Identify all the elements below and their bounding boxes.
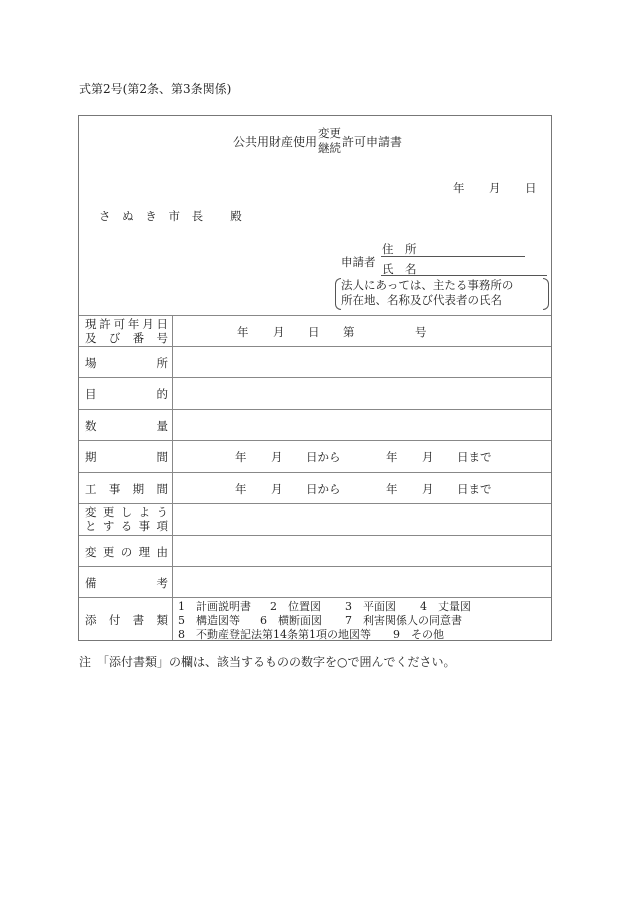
attachment-7: 7 利害関係人の同意書 — [345, 614, 462, 627]
address-label: 住 所 — [382, 242, 417, 256]
attachment-5: 5 構造図等 — [178, 614, 240, 627]
label-change-reason: 変 更 の 理 由 — [85, 545, 168, 559]
attachment-1: 1 計画説明書 — [178, 600, 251, 613]
attachments-list[interactable] — [178, 600, 471, 642]
attachment-6: 6 横断面図 — [260, 614, 322, 627]
date-day-label: 日 — [525, 181, 537, 195]
title-option-continue: 継続 — [318, 141, 342, 155]
label-remarks: 備 考 — [85, 576, 168, 590]
change-reason-field[interactable] — [173, 536, 551, 566]
label-quantity: 数 量 — [85, 419, 168, 433]
corporation-note — [341, 278, 543, 310]
purpose-field[interactable] — [173, 378, 551, 409]
attachment-9: 9 その他 — [393, 628, 444, 641]
label-purpose: 目 的 — [85, 387, 168, 401]
form-number: 式第2号(第2条、第3条関係) — [79, 82, 232, 96]
applicant-label: 申請者 — [341, 255, 376, 269]
label-attachments: 添 付 書 類 — [85, 613, 168, 627]
current-permit-field[interactable]: 年 月 日 第 号 — [237, 325, 427, 339]
label-current-permit: 現 許 可 年 月 日 及 び 番 号 — [85, 317, 168, 345]
label-period: 期 間 — [85, 450, 168, 464]
remarks-field[interactable] — [173, 567, 551, 597]
corporation-note-line1: 法人にあっては、主たる事務所の — [341, 278, 514, 292]
name-label: 氏 名 — [382, 262, 417, 276]
title-prefix: 公共用財産使用 — [233, 134, 318, 149]
label-change-items: 変 更 し よ う と す る 事 項 — [85, 505, 168, 533]
attachment-4: 4 丈量図 — [420, 600, 471, 613]
form-title — [233, 126, 402, 156]
period-field[interactable]: 年 月 日から 年 月 日まで — [235, 450, 492, 464]
attachment-8: 8 不動産登記法第14条第1項の地図等 — [178, 628, 371, 641]
place-field[interactable] — [173, 347, 551, 377]
date-year-label: 年 — [453, 181, 465, 195]
title-suffix: 許可申請書 — [342, 134, 403, 149]
corporation-note-line2: 所在地、名称及び代表者の氏名 — [341, 293, 502, 307]
construction-period-field[interactable]: 年 月 日から 年 月 日まで — [235, 482, 492, 496]
date-month-label: 月 — [489, 181, 501, 195]
title-option-change: 変更 — [318, 126, 342, 140]
attachment-2: 2 位置図 — [270, 600, 321, 613]
attachment-3: 3 平面図 — [345, 600, 396, 613]
address-field-line[interactable] — [381, 256, 525, 257]
quantity-field[interactable] — [173, 410, 551, 440]
title-option-stack — [318, 126, 341, 156]
label-construction-period: 工 事 期 間 — [85, 482, 168, 496]
addressee: さ ぬ き 市 長 殿 — [99, 209, 246, 223]
label-place: 場 所 — [85, 356, 168, 370]
application-form-table — [78, 115, 552, 641]
change-items-field[interactable] — [173, 504, 551, 535]
footnote: 注 「添付書類」の欄は、該当するものの数字を○で囲んでください。 — [79, 655, 456, 669]
name-field-line[interactable] — [381, 275, 547, 276]
